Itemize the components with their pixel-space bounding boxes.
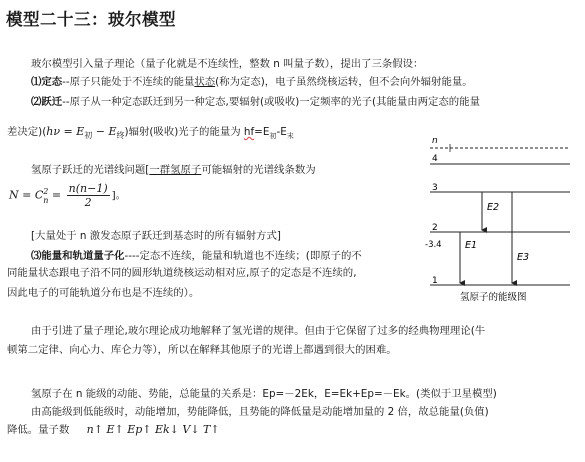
postulate-2-line1: ⑵跃迁--原子从一种定态跃迁到另一种定态,要辐射(或吸收)一定频率的光子(其能量由两定态的能量 <box>31 96 480 108</box>
postulate-2-label: ⑵跃迁 <box>31 96 63 108</box>
energy-line3: 降低。量子数 n↑ E↑ Ep↑ Ek↓ V↓ T↑ <box>7 423 220 436</box>
postulate-3-label: ⑶能量和轨道量子化 <box>31 250 125 262</box>
level-label-n: n <box>432 136 438 146</box>
level-value-label: -3.4 <box>425 240 442 250</box>
spectral-line-text: 氢原子跃迁的光谱线问题[一群氢原子可能辐射的光谱线条数为 <box>31 164 316 176</box>
arrow-label-e2: E2 <box>487 202 500 213</box>
postulate-1: ⑴定态--原子只能处于不连续的能量状态(称为定态)，电子虽然绕核运转，但不会向外辐射能量。 <box>31 76 473 88</box>
postulate-2-line2: 差决定)$(h\nu = E_初 - E_终)$辐射(吸收)光子的能量为 $hf=E_初-E_末$ <box>7 125 294 141</box>
postulate-3-line2: 同能量状态跟电子沿不同的圆形轨道绕核运动相对应,原子的定态是不连续的, <box>7 267 357 279</box>
energy-level-diagram <box>420 130 580 305</box>
postulate-3-line1: ⑶能量和轨道量子化----定态不连续，能量和轨道也不连续；(即原子的不 <box>31 250 362 262</box>
postulate-3-line3: 因此电子的可能轨道分布也是不连续的）。 <box>7 287 200 299</box>
arrow-label-e1: E1 <box>465 240 478 251</box>
diagram-caption: 氢原子的能级图 <box>460 292 527 303</box>
energy-line2: 由高能级到低能级时，动能增加，势能降低，且势能的降低量是动能增加量的 2 倍，故总能量(负值) <box>31 406 489 418</box>
energy-line1: 氢原子在 n 能级的动能、势能，总能量的关系是：Ep=－2Ek，E=Ek+Ep=－Ek。(类似于卫星模型) <box>31 388 497 400</box>
level-label-2: 2 <box>432 223 438 233</box>
postulate-1-label: ⑴定态 <box>31 76 63 88</box>
summary-line2: 顿第二定律、向心力、库仑力等），所以在解释其他原子的光谱上都遇到很大的困难。 <box>7 344 397 356</box>
arrow-label-e3: E3 <box>517 252 530 263</box>
intro-text: 玻尔模型引入量子理论（量子化就是不连续性，整数 n 叫量子数），提出了三条假设： <box>31 58 424 70</box>
level-label-4: 4 <box>432 154 438 164</box>
page-title: 模型二十三：玻尔模型 <box>6 10 176 29</box>
quantum-relation: n↑ E↑ Ep↑ Ek↓ V↓ T↑ <box>86 423 220 436</box>
level-label-3: 3 <box>432 183 438 193</box>
spectral-note: [大量处于 n 激发态原子跃迁到基态时的所有辐射方式] <box>31 230 281 242</box>
summary-line1: 由于引进了量子理论,玻尔理论成功地解释了氢光谱的规律。但由于它保留了过多的经典物理理论(牛 <box>31 325 486 337</box>
spectral-line-formula: N = C 2 n = $\frac{n(n-1)}{2}$ ]。 <box>9 182 127 209</box>
level-label-1: 1 <box>432 276 438 286</box>
transition-formula: $h\nu = E_初 - E_终$ <box>46 125 125 141</box>
